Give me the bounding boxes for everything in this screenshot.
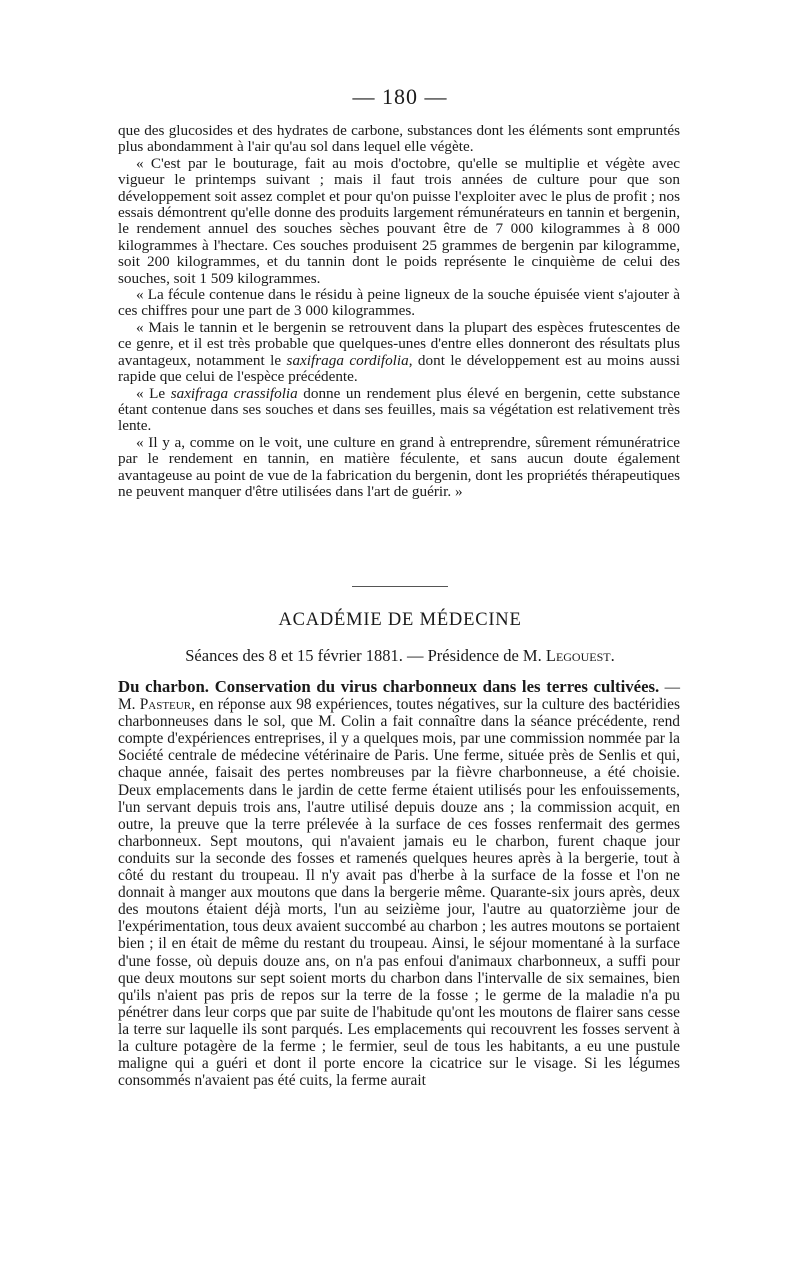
paragraph: « Il y a, comme on le voit, une culture en grand à entreprendre, sûrement rémunératrice par le rendement en tannin, en matière féculente, et sans aucun doute également avantageuse au point de vue de la fabrication du bergenin, dont les propriétés thérapeutiques ne peuvent manquer d'être utilisées dans l'art de guérir. » [118, 433, 680, 500]
session-text: Séances des 8 et 15 février 1881. — Présidence de M. [185, 646, 546, 665]
article-body: , en réponse aux 98 expériences, toutes négatives, sur la culture des bactéridies charbonneuses dans le sol, que M. Colin a fait connaître dans la séance précédente, rend compte d'expériences entreprises, il y a quelques mois, par une commission nommée par la Société centrale de médecine vétérinaire de Paris. Une ferme, située près de Senlis et qui, chaque année, faisait des pertes nombreuses par la fièvre charbonneuse, a été choisie. Deux emplacements dans le jardin de cette ferme étaient utilisés pour les enfouissements, l'un servant depuis trois ans, l'autre utilisé depuis douze ans ; la commission acquit, en outre, la preuve que la terre prélevée à la surface de ces fosses renfermait des germes charbonneux. Sept moutons, qui n'avaient jamais eu le charbon, furent chaque jour conduits sur la seconde des fosses et ramenés quelques heures après à la bergerie, tout à côté du restant du troupeau. Il n'y avait pas d'herbe à la surface de la fosse et l'on ne donnait à manger aux moutons que dans la bergerie même. Quarante-six jours après, deux des moutons étaient déjà morts, l'un au seizième jour, l'autre au quatorzième jour de l'expérimentation, tous deux avaient succombé au charbon ; les autres moutons se portaient bien ; il en était de même du restant du troupeau. Ainsi, le séjour momentané à la surface d'une fosse, où depuis douze ans, on n'a pas enfoui d'animaux charbonneux, a suffi pour que deux moutons sur sept soient morts du charbon dans l'intervalle de six semaines, bien qu'ils n'aient pas pris de repos sur la terre de la fosse ; le germe de la maladie n'a pu pénétrer dans leur corps que par suite de l'habitude qu'ont les moutons de flairer sans cesse la terre sur laquelle ils sont parqués. Les emplacements qui recouvrent les fosses servent à la culture potagère de la ferme ; le fermier, seul de tous les habitants, a eu une pustule maligne qui a guéri et dont il porte encore la cicatrice sur le visage. Si les légumes consommés n'avaient pas été cuits, la ferme aurait [118, 696, 680, 1090]
speaker-name: Pasteur [139, 696, 192, 714]
article-block [118, 678, 680, 1089]
page-number: — 180 — [352, 84, 448, 109]
session-end: . [610, 646, 615, 665]
section-divider [352, 586, 448, 587]
article-dash: — M. [118, 679, 680, 714]
paragraph [118, 386, 680, 435]
session-line [0, 645, 800, 667]
paragraph: « La fécule contenue dans le résidu à peine ligneux de la souche épuisée vient s'ajouter à ces chiffres pour une part de 3 000 kilogrammes. [118, 286, 680, 320]
paragraph [118, 320, 680, 386]
text-run: donne un rendement plus élevé en bergenin, cette substance étant contenue dans ses souches et dans ses feuilles, mais sa végétation est relativement très lente. [118, 384, 680, 435]
paragraph: « C'est par le bouturage, fait au mois d'octobre, qu'elle se multiplie et végète avec vigueur le printemps suivant ; mais il faut trois années de culture pour que son développement soit assez complet et pour qu'on puisse l'exploiter avec le plus de profit ; nos essais démontrent qu'elle donne des produits largement rémunérateurs en tannin et bergenin, le rendement annuel des souches sèches pouvant être de 7 000 kilogrammes à 8 000 kilogrammes à l'hectare. Ces souches produisent 25 grammes de bergenin par kilogramme, soit 200 kilogrammes, et du tannin dont le poids représente le cinquième de celui des souches, soit 1 509 kilogrammes. [118, 154, 680, 287]
top-text-block [118, 123, 680, 500]
text-run: « Mais le tannin et le bergenin se retrouvent dans la plupart des espèces frutescentes de ce genre, et il est très probable que quelques-unes d'entre elles donneront des résultats plus avantageux, notamment le [118, 318, 680, 369]
italic-species-name: saxifraga crassifolia [170, 384, 298, 402]
text-run: , dont le développement est au moins aussi rapide que celui de l'espèce précédente. [118, 351, 680, 386]
president-name: Legouest [545, 646, 611, 665]
article-title: Du charbon. Conservation du virus charbonneux dans les terres cultivées. [118, 677, 660, 696]
section-title: ACADÉMIE DE MÉDECINE [278, 610, 522, 630]
text-run: « Le [136, 384, 171, 402]
article-paragraph [118, 678, 680, 1089]
paragraph: que des glucosides et des hydrates de carbone, substances dont les éléments sont empruntés plus abondamment à l'air qu'au sol dans lequel elle végète. [118, 122, 680, 156]
italic-species-name: saxifraga cordifolia [286, 351, 409, 369]
